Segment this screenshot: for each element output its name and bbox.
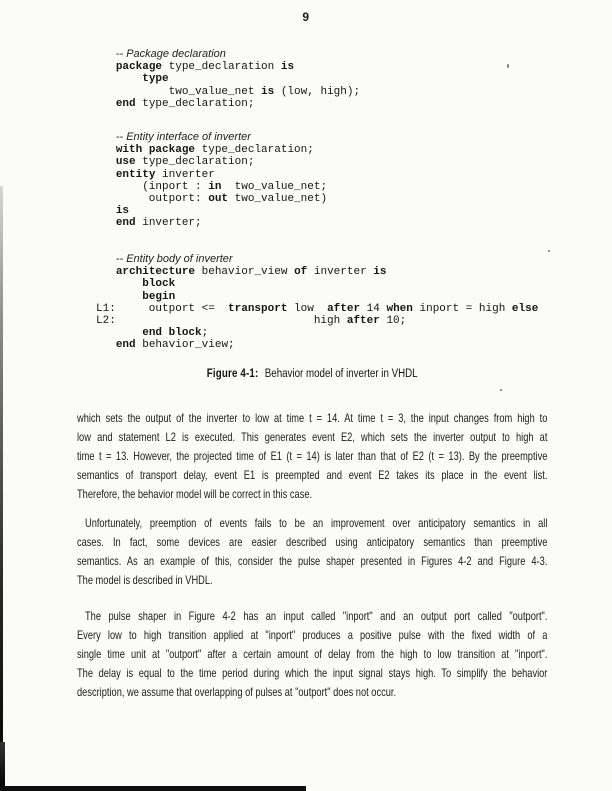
scan-edge-artifact-left xyxy=(0,186,3,791)
text-line: which sets the output of the inverter to low at time t = 14. At time t = 3, the input changes from high to xyxy=(77,412,548,425)
code-line: -- Entity interface of inverter xyxy=(115,131,251,143)
code-line: use type_declaration; xyxy=(115,156,255,169)
code-line: (inport : in two_value_net; xyxy=(96,180,328,193)
code-line: end type_declaration; xyxy=(115,97,255,110)
text-line: description, we assume that overlapping of pulses at "outport" does not occur. xyxy=(77,686,397,699)
page-number: 9 xyxy=(302,10,310,24)
scan-speck xyxy=(507,64,509,68)
code-line: L1: outport <= transport low after 14 when inport = high else xyxy=(96,302,539,315)
code-line: block xyxy=(142,278,176,291)
code-line: end inverter; xyxy=(115,217,202,230)
code-line: with package type_declaration; xyxy=(115,144,314,157)
code-line: end block; xyxy=(142,327,209,340)
figure-caption-text: Behavior model of inverter in VHDL xyxy=(264,366,418,380)
text-line: low and statement L2 is executed. This generates event E2, which sets the inverter output to high at xyxy=(77,431,548,444)
code-line: outport: out two_value_net) xyxy=(96,193,328,206)
text-line: semantics of transport delay, event E1 is preempted and event E2 takes its place in the event list. xyxy=(77,469,548,482)
text-line: cases. In fact, some devices are easier described using anticipatory semantics than preemptive xyxy=(77,536,548,549)
body-column xyxy=(77,0,547,791)
code-line: entity inverter xyxy=(115,168,215,181)
text-line: single time unit at "outport" after a certain amount of delay from the high to low transition at "inport". xyxy=(77,648,548,661)
scan-edge-artifact-left-bottom xyxy=(0,742,5,791)
code-line: two_value_net is (low, high); xyxy=(96,85,361,98)
scan-speck xyxy=(548,250,550,252)
scan-edge-artifact-bottom xyxy=(0,786,306,791)
code-line: package type_declaration is xyxy=(115,61,295,74)
code-line: begin xyxy=(142,290,176,303)
code-line: is xyxy=(115,205,130,218)
figure-caption-label: Figure 4-1: xyxy=(206,366,259,380)
scan-speck xyxy=(500,389,502,391)
text-line: Unfortunately, preemption of events fails to be an improvement over anticipatory semantics in all xyxy=(85,517,548,530)
code-line: L2: high after 10; xyxy=(96,315,407,328)
paragraph-pulse-shaper xyxy=(77,607,547,702)
text-line: time t = 13. However, the projected time of E1 (t = 14) is later than that of E2 (t = 13). By the preemptive xyxy=(77,450,548,463)
code-line: -- Entity body of inverter xyxy=(115,253,233,265)
text-line: The model is described in VHDL. xyxy=(77,574,213,587)
text-line: The delay is equal to the time period during which the input signal stays high. To simplify the behavior xyxy=(77,667,548,680)
paragraph-event-preemption xyxy=(77,409,547,504)
text-line: semantics. As an example of this, consider the pulse shaper presented in Figures 4-2 and Figure 4-3. xyxy=(77,555,548,568)
text-line: Therefore, the behavior model will be correct in this case. xyxy=(77,488,313,501)
paragraph-preemption-limitations xyxy=(77,514,547,590)
code-line: -- Package declaration xyxy=(115,48,226,60)
text-line: Every low to high transition applied at "inport" produces a positive pulse with the fixed width of a xyxy=(77,629,548,642)
code-line: type xyxy=(142,73,169,86)
code-line: end behavior_view; xyxy=(115,339,235,352)
text-line: The pulse shaper in Figure 4-2 has an input called "inport" and an output port called "outport". xyxy=(85,610,548,623)
code-line: architecture behavior_view of inverter is xyxy=(115,266,387,279)
figure-caption xyxy=(77,366,547,380)
